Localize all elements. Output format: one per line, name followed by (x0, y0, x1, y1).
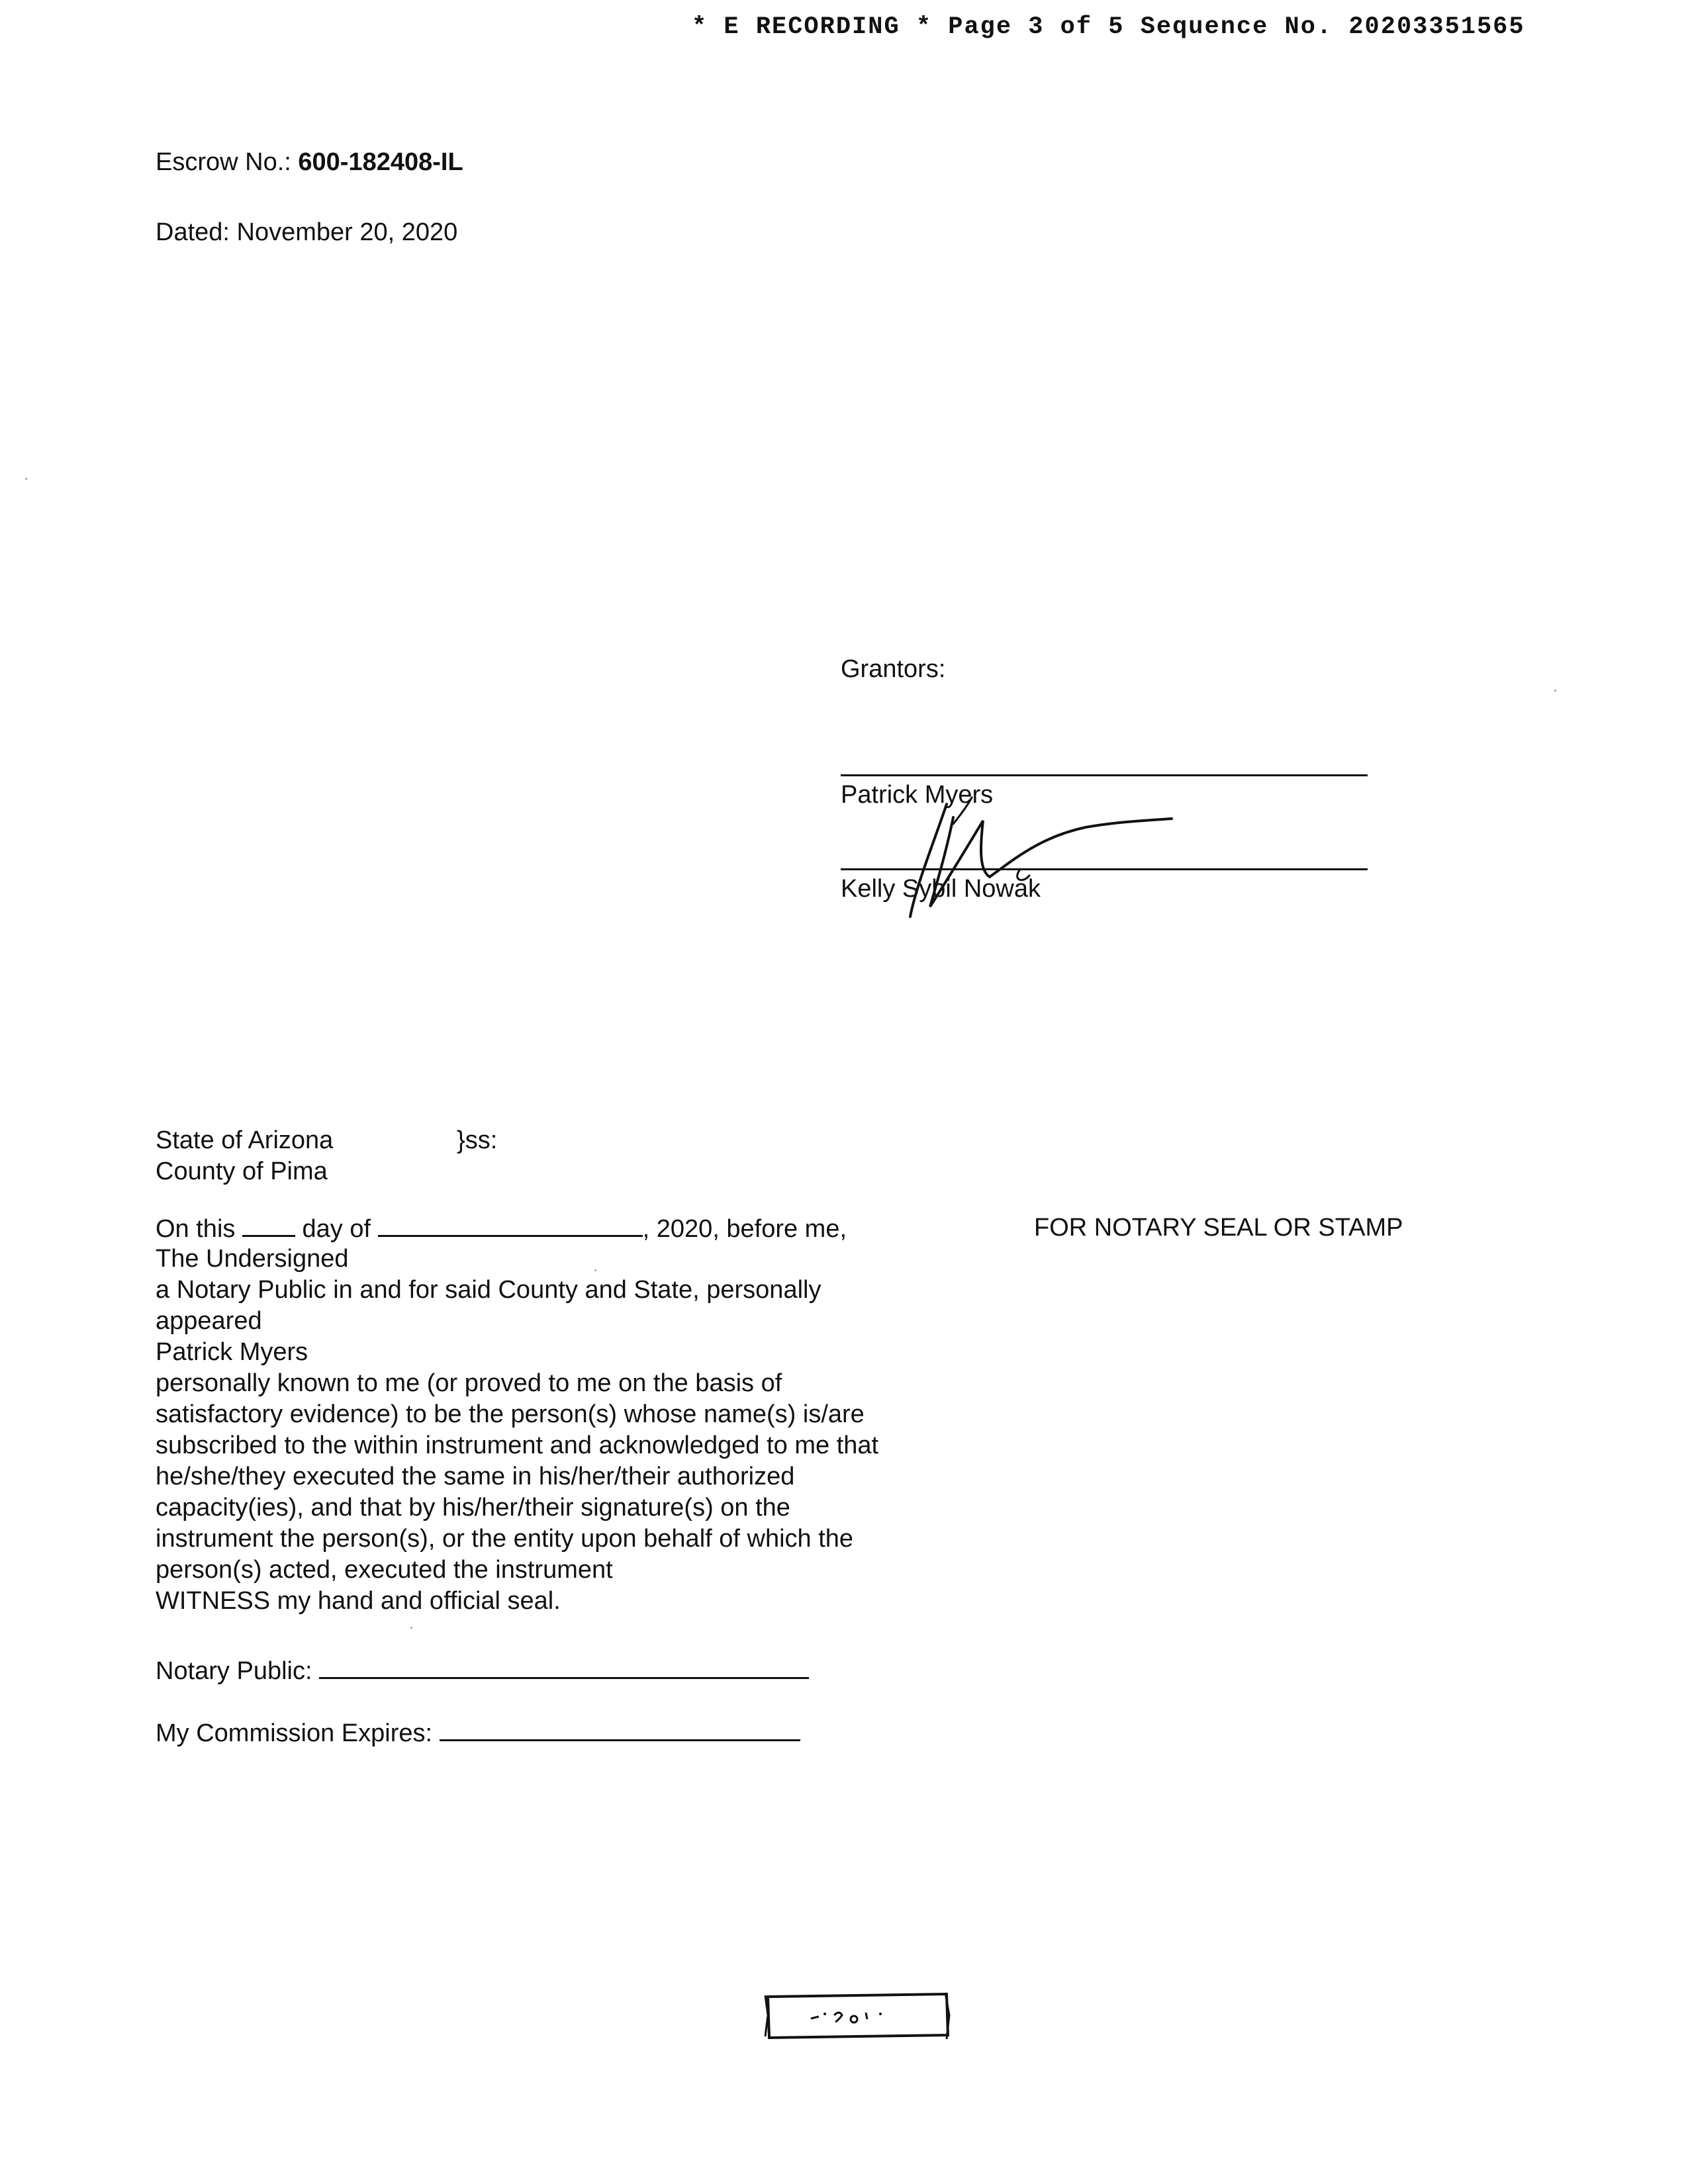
scan-speck (594, 1269, 596, 1271)
acknowledgment-line: personally known to me (or proved to me on the basis of (156, 1369, 782, 1397)
grantors-label: Grantors: (841, 655, 946, 683)
grantor-name-2: Kelly Sybil Nowak (841, 875, 1041, 903)
acknowledgment-line: capacity(ies), and that by his/her/their signature(s) on the (156, 1494, 790, 1522)
acknowledgment-line: he/she/they executed the same in his/her/their authorized (156, 1463, 795, 1490)
acknowledgment-paragraph (156, 1212, 950, 1617)
grantor-name-1: Patrick Myers (841, 781, 994, 809)
venue-county: County of Pima (156, 1158, 328, 1185)
escrow-number: 600-182408-IL (298, 148, 463, 176)
dated-label: Dated: (156, 218, 230, 246)
commission-blank[interactable] (440, 1717, 800, 1741)
notary-public-line (156, 1655, 809, 1687)
day-of-label: day of (302, 1215, 371, 1243)
venue-state: State of Arizona (156, 1126, 334, 1154)
day-blank[interactable] (242, 1212, 295, 1237)
venue-ss: }ss: (457, 1126, 498, 1154)
notary-seal-label: FOR NOTARY SEAL OR STAMP (1034, 1214, 1403, 1242)
acknowledgment-line: WITNESS my hand and official seal. (156, 1587, 561, 1615)
commission-line (156, 1717, 800, 1749)
acknowledgment-line-1 (156, 1212, 950, 1244)
acknowledgment-line: instrument the person(s), or the entity upon behalf of which the (156, 1525, 854, 1553)
scan-speck (25, 478, 27, 480)
acknowledgment-line: The Undersigned (156, 1245, 349, 1273)
month-blank[interactable] (378, 1212, 643, 1237)
year-before-me: , 2020, before me, (642, 1215, 847, 1243)
acknowledgment-line: Patrick Myers (156, 1338, 308, 1366)
notary-public-blank[interactable] (319, 1655, 809, 1679)
escrow-line (156, 147, 463, 178)
commission-label: My Commission Expires: (156, 1719, 433, 1747)
escrow-label: Escrow No.: (156, 148, 291, 176)
scan-speck (1554, 690, 1556, 692)
acknowledgment-line: person(s) acted, executed the instrument (156, 1556, 613, 1584)
dated-line (156, 217, 457, 248)
acknowledgment-line: subscribed to the within instrument and acknowledged to me that (156, 1432, 879, 1459)
acknowledgment-line: a Notary Public in and for said County and State, personally (156, 1276, 821, 1304)
notary-public-label: Notary Public: (156, 1657, 312, 1685)
dated-value: November 20, 2020 (236, 218, 458, 246)
on-this-label: On this (156, 1215, 236, 1243)
handwritten-signature (880, 791, 1192, 923)
acknowledgment-line: satisfactory evidence) to be the person(s) whose name(s) is/are (156, 1400, 865, 1428)
recording-header: * E RECORDING * Page 3 of 5 Sequence No. 20203351565 (692, 13, 1525, 41)
page-stamp-mark (761, 1989, 953, 2042)
acknowledgment-line: appeared (156, 1307, 262, 1335)
scan-speck (410, 1627, 412, 1629)
signature-line-1 (841, 774, 1368, 776)
